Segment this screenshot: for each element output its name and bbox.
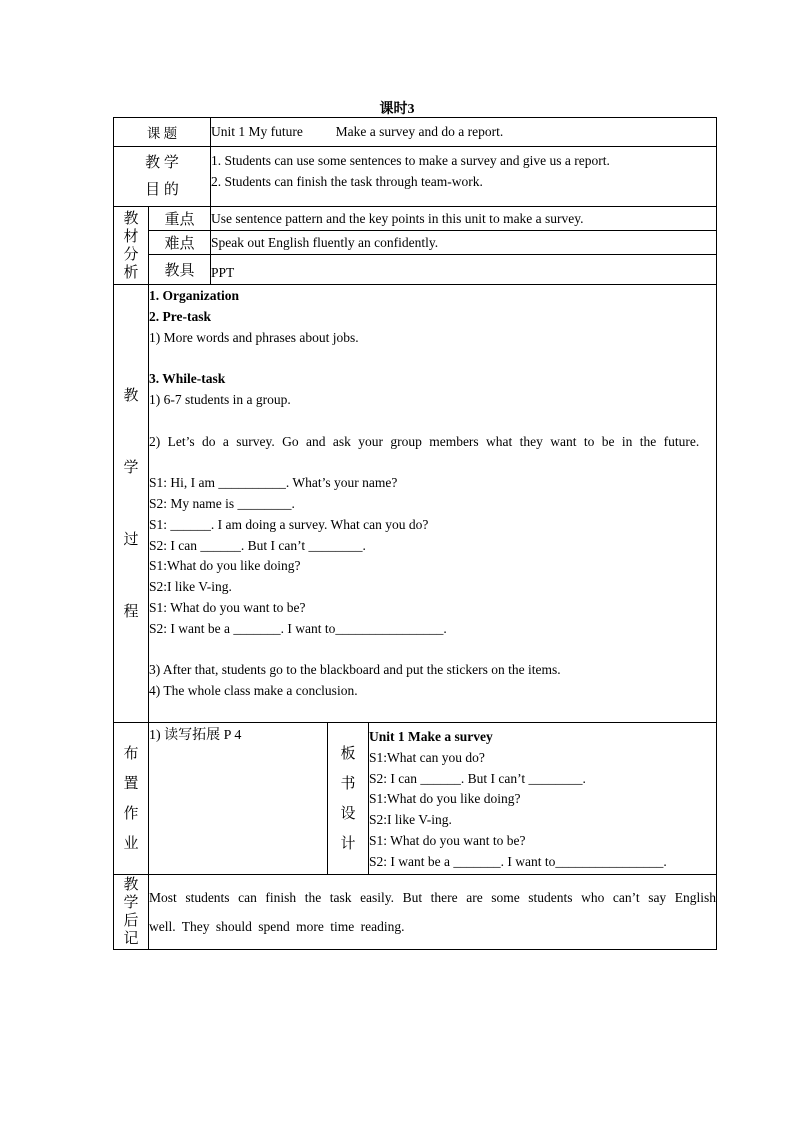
objective-item: 2. Students can finish the task through team-work. bbox=[211, 173, 483, 189]
analysis-row-aids bbox=[114, 255, 717, 285]
section-heading: 1. Organization bbox=[149, 288, 239, 303]
board-line: S1:What can you do? bbox=[369, 749, 485, 765]
dialogue-line: S1: What do you want to be? bbox=[149, 599, 306, 615]
topic-label: 课 题 bbox=[114, 118, 211, 147]
dialogue-line: S1: Hi, I am __________. What’s your name? bbox=[149, 475, 398, 491]
process-content bbox=[149, 285, 717, 723]
dialogue-line: S1: ______. I am doing a survey. What can you do? bbox=[149, 516, 429, 532]
dialogue-line: S1:What do you like doing? bbox=[149, 558, 301, 574]
process-row bbox=[114, 285, 717, 723]
board-line: S2: I want be a _______. I want to________________. bbox=[369, 853, 667, 869]
difficulties-label: 难点 bbox=[149, 231, 211, 255]
section-heading: 2. Pre-task bbox=[149, 308, 211, 324]
board-line: S1:What do you like doing? bbox=[369, 791, 521, 807]
teaching-aids-value: PPT bbox=[211, 255, 717, 285]
lesson-plan-table bbox=[113, 117, 717, 950]
dialogue-line: S2:I like V-ing. bbox=[149, 579, 232, 595]
topic-row bbox=[114, 118, 717, 147]
objectives-label: 教 学 目 的 bbox=[114, 147, 211, 207]
objectives-row bbox=[114, 147, 717, 207]
homework-board-row bbox=[114, 723, 717, 875]
board-design-label: 板 书 设 计 bbox=[328, 723, 369, 875]
key-points-label: 重点 bbox=[149, 207, 211, 231]
board-design-content bbox=[369, 723, 717, 875]
reflection-text: Most students can finish the task easily. But there are some students who can’t say English well. They should spend more time reading. bbox=[149, 890, 716, 934]
homework-item: 1) 读写拓展 P 4 bbox=[149, 728, 242, 743]
board-line: S1: What do you want to be? bbox=[369, 832, 526, 848]
dialogue-line: S2: My name is ________. bbox=[149, 495, 295, 511]
board-line: S2: I can ______. But I can’t ________. bbox=[369, 770, 586, 786]
key-points-value: Use sentence pattern and the key points in this unit to make a survey. bbox=[211, 207, 717, 231]
section-heading: 3. While-task bbox=[149, 371, 226, 387]
topic-unit: Unit 1 My future bbox=[211, 124, 303, 139]
process-step: 1) 6-7 students in a group. bbox=[149, 391, 291, 407]
reflection-content bbox=[149, 875, 717, 950]
topic-value bbox=[211, 118, 717, 147]
process-step: 1) More words and phrases about jobs. bbox=[149, 329, 359, 345]
analysis-row-difficulty bbox=[114, 231, 717, 255]
homework-content bbox=[149, 723, 328, 875]
dialogue-line: S2: I want be a _______. I want to________________. bbox=[149, 620, 447, 636]
page-title: 课时3 bbox=[379, 102, 415, 117]
objective-item: 1. Students can use some sentences to make a survey and give us a report. bbox=[211, 153, 610, 168]
objectives-list bbox=[211, 147, 717, 207]
difficulties-value: Speak out English fluently an confidently. bbox=[211, 231, 717, 255]
analysis-row-key bbox=[114, 207, 717, 231]
analysis-group-label: 教 材 分 析 bbox=[114, 207, 149, 285]
process-step: 3) After that, students go to the blackboard and put the stickers on the items. bbox=[149, 662, 561, 678]
reflection-label: 教 学 后 记 bbox=[114, 875, 149, 950]
homework-label: 布 置 作 业 bbox=[114, 723, 149, 875]
dialogue-line: S2: I can ______. But I can’t ________. bbox=[149, 537, 366, 553]
process-step: 4) The whole class make a conclusion. bbox=[149, 683, 358, 699]
teaching-aids-label: 教具 bbox=[149, 255, 211, 285]
board-heading: Unit 1 Make a survey bbox=[369, 729, 493, 744]
topic-subtitle: Make a survey and do a report. bbox=[335, 124, 504, 139]
reflection-row bbox=[114, 875, 717, 950]
process-step: 2) Let’s do a survey. Go and ask your group members what they want to be in the future. bbox=[149, 433, 700, 449]
board-line: S2:I like V-ing. bbox=[369, 812, 452, 828]
process-label: 教 学 过 程 bbox=[114, 285, 149, 723]
